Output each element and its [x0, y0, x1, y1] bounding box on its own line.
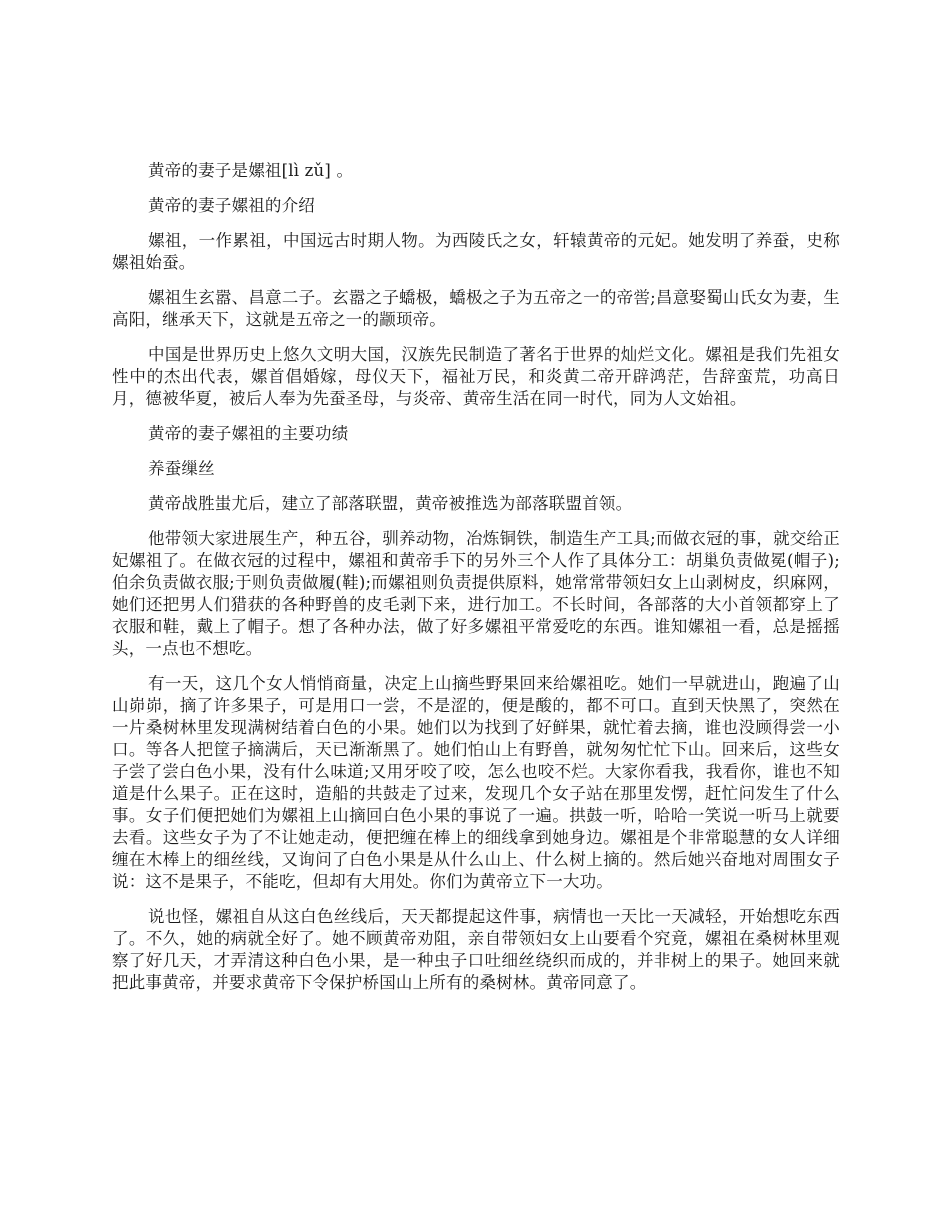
paragraph-clothing-division: 他带领大家进展生产，种五谷，驯养动物，冶炼铜铁，制造生产工具;而做衣冠的事，就交给正妃嫘祖了。在做衣冠的过程中，嫘祖和黄帝手下的另外三个人作了具体分工：胡巢负责做冕(帽子);伯余负责做衣服;于则负责做履(鞋);而嫘祖则负责提供原料，她常常带领妇女上山剥树皮，织麻网，她们还把男人们猎获的各种野兽的皮毛剥下来，进行加工。不长时间，各部落的大小首领都穿上了衣服和鞋，戴上了帽子。想了各种办法，做了好多嫘祖平常爱吃的东西。谁知嫘祖一看，总是摇摇头，一点也不想吃。: [112, 529, 840, 658]
intro-sentence: 黄帝的妻子是嫘祖[lì zǔ] 。: [148, 161, 354, 180]
section-heading-introduction: 黄帝的妻子嫘祖的介绍: [148, 196, 315, 215]
paragraph-leizu-sons: 嫘祖生玄嚣、昌意二子。玄嚣之子蟜极，蟜极之子为五帝之一的帝喾;昌意娶蜀山氏女为妻，生高阳，继承天下，这就是五帝之一的颛顼帝。: [112, 288, 840, 329]
section-heading-achievements: 黄帝的妻子嫘祖的主要功绩: [148, 424, 349, 443]
document-body: [112, 160, 840, 1007]
subheading-sericulture: 养蚕缫丝: [148, 459, 215, 478]
paragraph-leizu-origin: 嫘祖，一作累祖，中国远古时期人物。为西陵氏之女，轩辕黄帝的元妃。她发明了养蚕，史称嫘祖始蚕。: [112, 231, 840, 272]
paragraph-tribal-alliance: 黄帝战胜蚩尤后，建立了部落联盟，黄帝被推选为部落联盟首领。: [148, 494, 633, 513]
paragraph-leizu-significance: 中国是世界历史上悠久文明大国，汉族先民制造了著名于世界的灿烂文化。嫘祖是我们先祖女性中的杰出代表，嫘首倡婚嫁，母仪天下，福祉万民，和炎黄二帝开辟鸿茫，告辞蛮荒，功高日月，德被华夏，被后人奉为先蚕圣母，与炎帝、黄帝生活在同一时代，同为人文始祖。: [112, 345, 840, 408]
paragraph-mulberry-discovery: 有一天，这几个女人悄悄商量，决定上山摘些野果回来给嫘祖吃。她们一早就进山，跑遍了山山峁峁，摘了许多果子，可是用口一尝，不是涩的，便是酸的，都不可口。直到天快黑了，突然在一片桑树林里发现满树结着白色的小果。她们以为找到了好鲜果，就忙着去摘，谁也没顾得尝一小口。等各人把筐子摘满后，天已渐渐黑了。她们怕山上有野兽，就匆匆忙忙下山。回来后，这些女子尝了尝白色小果，没有什么味道;又用牙咬了咬，怎么也咬不烂。大家你看我，我看你，谁也不知道是什么果子。正在这时，造船的共鼓走了过来，发现几个女子站在那里发愣，赶忙问发生了什么事。女子们便把她们为嫘祖上山摘回白色小果的事说了一遍。拱鼓一听，哈哈一笑说一听马上就要去看。这些女子为了不让她走动，便把缠在棒上的细线拿到她身边。嫘祖是个非常聪慧的女人详细缠在木棒上的细丝线，又询问了白色小果是从什么山上、什么树上摘的。然后她兴奋地对周围女子说：这不是果子，不能吃，但却有大用处。你们为黄帝立下一大功。: [112, 674, 840, 891]
paragraph-silkworm-conclusion: 说也怪，嫘祖自从这白色丝线后，天天都提起这件事，病情也一天比一天减轻，开始想吃东西了。不久，她的病就全好了。她不顾黄帝劝阻，亲自带领妇女上山要看个究竟，嫘祖在桑树林里观察了好几天，才弄清这种白色小果，是一种虫子口吐细丝绕织而成的，并非树上的果子。她回来就把此事黄帝，并要求黄帝下令保护桥国山上所有的桑树林。黄帝同意了。: [112, 907, 840, 992]
